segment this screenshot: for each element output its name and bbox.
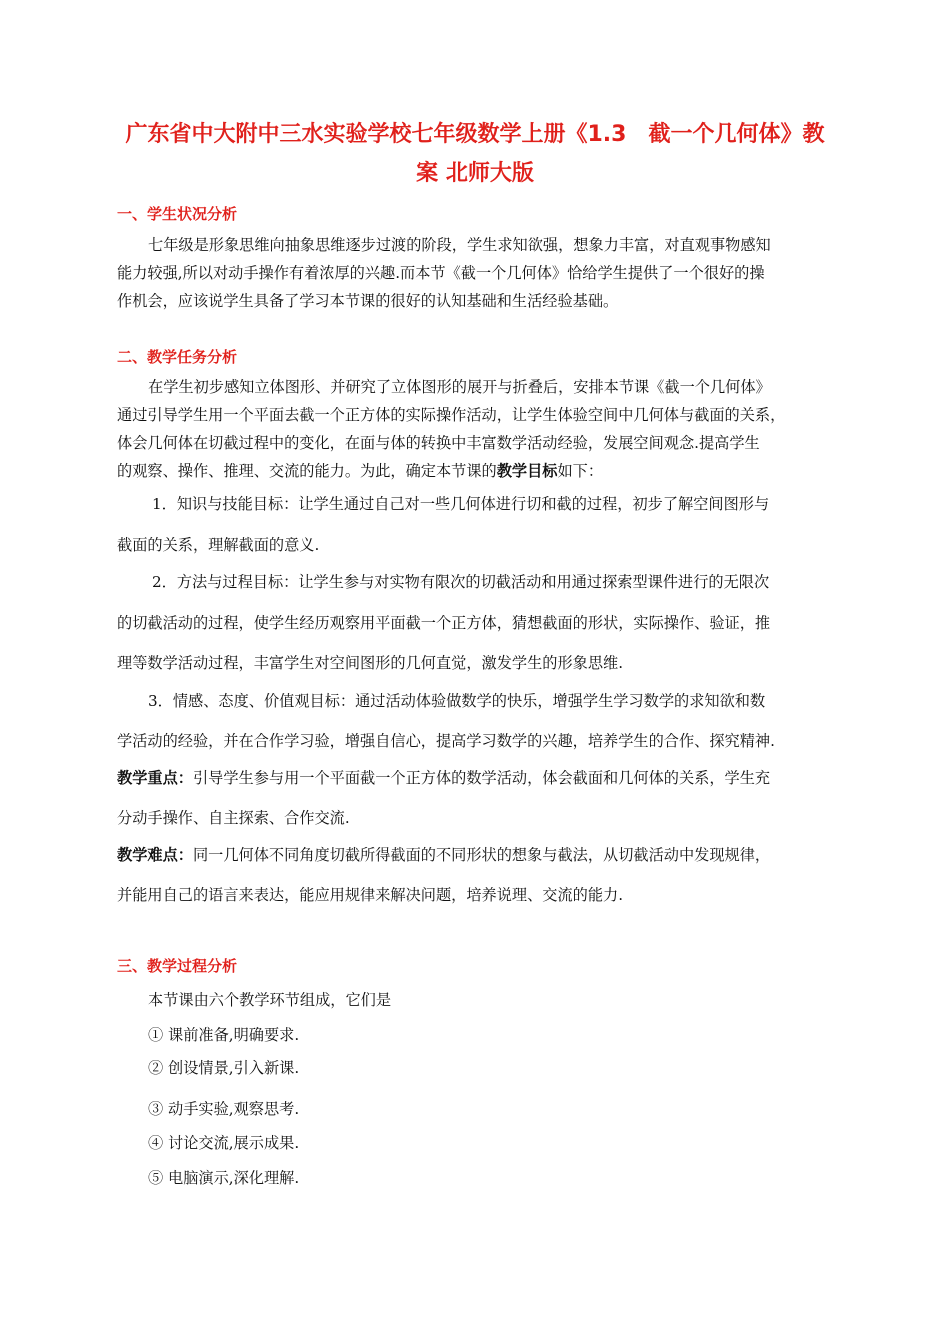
section1-line: 作机会，应该说学生具备了学习本节课的很好的认知基础和生活经验基础。 [117, 292, 619, 310]
section1-line: 能力较强,所以对动手操作有着浓厚的兴趣.而本节《截一个几何体》恰给学生提供了一个很好的操 [117, 264, 765, 282]
goal3-line: 学活动的经验，并在合作学习验，增强自信心，提高学习数学的兴趣，培养学生的合作、探究精神. [117, 732, 775, 750]
section2-heading: 二、教学任务分析 [117, 348, 238, 366]
key-point [117, 767, 770, 788]
difficult-point-cont: 并能用自己的语言来表达，能应用规律来解决问题，培养说理、交流的能力. [117, 886, 624, 904]
process-step: ③ 动手实验,观察思考. [148, 1100, 300, 1118]
key-point-cont: 分动手操作、自主探索、合作交流. [117, 809, 350, 827]
difficult-point-label: 教学难点： [117, 846, 193, 864]
goal2-line: 理等数学活动过程，丰富学生对空间图形的几何直觉，激发学生的形象思维. [117, 654, 624, 672]
section3-intro: 本节课由六个教学环节组成，它们是 [148, 991, 391, 1009]
section2-intro-last [117, 460, 603, 481]
process-step: ① 课前准备,明确要求. [148, 1026, 300, 1044]
doc-title-line1: 广东省中大附中三水实验学校七年级数学上册《1.3 截一个几何体》教 [125, 122, 825, 147]
key-point-label: 教学重点： [117, 769, 193, 787]
goal1-line: 截面的关系，理解截面的意义. [117, 536, 320, 554]
intro-last-suffix: 如下： [557, 462, 603, 480]
section3-heading: 三、教学过程分析 [117, 957, 238, 975]
goal2-line: 的切截活动的过程，使学生经历观察用平面截一个正方体，猜想截面的形状，实际操作、验证，推 [117, 614, 771, 632]
doc-title-line2: 案 北师大版 [416, 161, 534, 186]
section2-intro-line: 在学生初步感知立体图形、并研究了立体图形的展开与折叠后，安排本节课《截一个几何体》 [148, 378, 771, 396]
process-step: ④ 讨论交流,展示成果. [148, 1134, 300, 1152]
goal1-line: 1．知识与技能目标：让学生通过自己对一些几何体进行切和截的过程，初步了解空间图形与 [152, 495, 770, 513]
process-step: ② 创设情景,引入新课. [148, 1059, 300, 1077]
goal3-line: 3．情感、态度、价值观目标：通过活动体验做数学的快乐，增强学生学习数学的求知欲和数 [148, 692, 766, 710]
process-step: ⑤ 电脑演示,深化理解. [148, 1169, 300, 1187]
difficult-point-text: 同一几何体不同角度切截所得截面的不同形状的想象与截法，从切截活动中发现规律， [192, 846, 771, 864]
section2-intro-line: 体会几何体在切截过程中的变化，在面与体的转换中丰富数学活动经验，发展空间观念.提高学生 [117, 434, 760, 452]
teaching-goals-label: 教学目标 [496, 462, 558, 480]
goal2-line: 2．方法与过程目标：让学生参与对实物有限次的切截活动和用通过探索型课件进行的无限次 [152, 573, 770, 591]
section2-intro-line: 通过引导学生用一个平面去截一个正方体的实际操作活动，让学生体验空间中几何体与截面的关系， [117, 406, 786, 424]
section1-heading: 一、学生状况分析 [117, 205, 238, 223]
section1-line: 七年级是形象思维向抽象思维逐步过渡的阶段，学生求知欲强，想象力丰富，对直观事物感知 [148, 236, 771, 254]
difficult-point [117, 844, 770, 865]
key-point-text: 引导学生参与用一个平面截一个正方体的数学活动，体会截面和几何体的关系，学生充 [192, 769, 771, 787]
intro-last-prefix: 的观察、操作、推理、交流的能力。为此，确定本节课的 [117, 462, 497, 480]
